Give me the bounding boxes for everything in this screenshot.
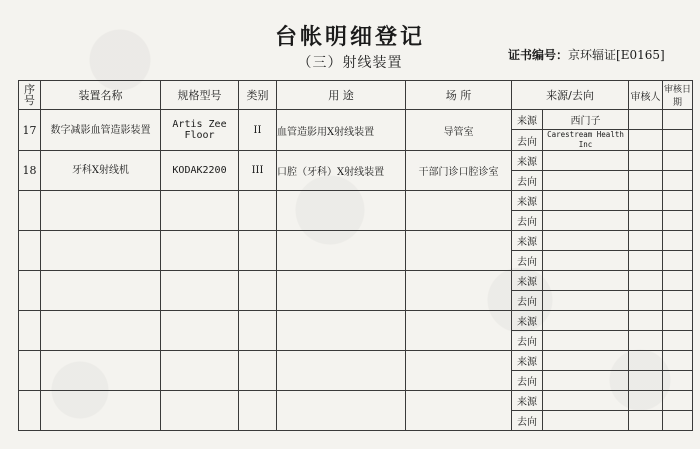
row-dest-value: [543, 411, 629, 431]
col-seq: 序号: [19, 81, 41, 110]
table-row: [19, 271, 693, 291]
row-category: [239, 271, 277, 311]
row-device-name: [41, 351, 161, 391]
row-seq: [19, 351, 41, 391]
row-place: [406, 191, 512, 231]
row-reviewer: [629, 311, 663, 331]
row-dest-value: [543, 211, 629, 231]
col-use: 用 途: [277, 81, 406, 110]
row-dest-value: [543, 331, 629, 351]
row-review-date: [663, 391, 693, 411]
row-model: [161, 231, 239, 271]
col-place: 场 所: [406, 81, 512, 110]
table-row: [19, 391, 693, 411]
row-reviewer-dest: [629, 411, 663, 431]
row-use: [277, 351, 406, 391]
row-source-value: [543, 271, 629, 291]
row-model: [161, 191, 239, 231]
col-category: 类别: [239, 81, 277, 110]
row-device-name: [41, 271, 161, 311]
row-category: [239, 311, 277, 351]
row-source-value: [543, 391, 629, 411]
row-dest-label: 去向: [512, 331, 543, 351]
row-source-label: 来源: [512, 231, 543, 251]
row-dest-label: 去向: [512, 251, 543, 271]
row-source-value: [543, 351, 629, 371]
row-device-name: [41, 191, 161, 231]
row-dest-value: [543, 171, 629, 191]
row-seq: [19, 391, 41, 431]
row-place: [406, 351, 512, 391]
table-row: [19, 191, 693, 211]
row-source-label: 来源: [512, 311, 543, 331]
row-model: [161, 271, 239, 311]
col-source-dest: 来源/去向: [512, 81, 629, 110]
row-category: [239, 391, 277, 431]
row-device-name: 牙科X射线机: [41, 151, 161, 191]
row-seq: [19, 231, 41, 271]
row-seq: [19, 311, 41, 351]
row-source-label: 来源: [512, 151, 543, 171]
row-review-date: [663, 271, 693, 291]
row-dest-label: 去向: [512, 371, 543, 391]
row-review-date: [663, 151, 693, 171]
row-reviewer-dest: [629, 211, 663, 231]
row-place: [406, 271, 512, 311]
row-review-date-dest: [663, 171, 693, 191]
row-place: [406, 231, 512, 271]
row-place: 干部门诊口腔诊室: [406, 151, 512, 191]
row-reviewer-dest: [629, 251, 663, 271]
row-source-label: 来源: [512, 271, 543, 291]
row-dest-value: [543, 371, 629, 391]
row-reviewer-dest: [629, 291, 663, 311]
row-review-date-dest: [663, 211, 693, 231]
row-source-value: [543, 191, 629, 211]
row-reviewer-dest: [629, 171, 663, 191]
row-dest-label: 去向: [512, 211, 543, 231]
table-row: [19, 231, 693, 251]
col-review-date: 审核日期: [663, 81, 693, 110]
page-subtitle: （三）射线装置: [297, 55, 403, 71]
table-row: [19, 151, 693, 171]
row-seq: [19, 191, 41, 231]
row-source-value: 西门子: [543, 110, 629, 130]
row-category: [239, 231, 277, 271]
row-reviewer: [629, 391, 663, 411]
row-category: III: [239, 151, 277, 191]
certificate-value: 京环辐证[E0165]: [568, 48, 665, 62]
certificate-number: [508, 46, 665, 63]
col-model: 规格型号: [161, 81, 239, 110]
row-category: [239, 191, 277, 231]
row-seq: 18: [19, 151, 41, 191]
row-review-date: [663, 191, 693, 211]
table-header-row: [19, 81, 693, 110]
row-device-name: [41, 311, 161, 351]
col-reviewer: 审核人: [629, 81, 663, 110]
page-title: 台帐明细登记: [274, 24, 425, 50]
row-reviewer: [629, 151, 663, 171]
row-place: [406, 311, 512, 351]
row-category: II: [239, 110, 277, 151]
ledger-table: [18, 80, 693, 431]
row-category: [239, 351, 277, 391]
row-source-label: 来源: [512, 351, 543, 371]
col-name: 装置名称: [41, 81, 161, 110]
row-source-label: 来源: [512, 110, 543, 130]
row-dest-label: 去向: [512, 291, 543, 311]
row-review-date-dest: [663, 331, 693, 351]
row-model: [161, 391, 239, 431]
row-seq: [19, 271, 41, 311]
row-use: [277, 391, 406, 431]
row-dest-label: 去向: [512, 411, 543, 431]
row-device-name: 数字减影血管造影装置: [41, 110, 161, 151]
row-review-date: [663, 231, 693, 251]
row-reviewer-dest: [629, 331, 663, 351]
row-review-date: [663, 351, 693, 371]
row-review-date: [663, 311, 693, 331]
row-dest-value: [543, 291, 629, 311]
row-review-date-dest: [663, 411, 693, 431]
row-source-value: [543, 231, 629, 251]
row-review-date-dest: [663, 371, 693, 391]
row-model: [161, 311, 239, 351]
row-place: [406, 391, 512, 431]
row-use: [277, 311, 406, 351]
row-review-date-dest: [663, 291, 693, 311]
row-use: 血管造影用X射线装置: [277, 110, 406, 151]
row-device-name: [41, 391, 161, 431]
row-dest-value: [543, 251, 629, 271]
table-row: [19, 311, 693, 331]
row-reviewer-dest: [629, 130, 663, 151]
row-reviewer: [629, 351, 663, 371]
row-review-date-dest: [663, 130, 693, 151]
row-source-label: 来源: [512, 191, 543, 211]
row-reviewer-dest: [629, 371, 663, 391]
row-reviewer: [629, 191, 663, 211]
row-review-date-dest: [663, 251, 693, 271]
certificate-label: 证书编号：: [508, 48, 569, 62]
row-device-name: [41, 231, 161, 271]
row-model: Artis Zee Floor: [161, 110, 239, 151]
row-use: [277, 231, 406, 271]
row-use: 口腔（牙科）X射线装置: [277, 151, 406, 191]
row-dest-value: Carestream Health Inc: [543, 130, 629, 151]
table-row: [19, 351, 693, 371]
row-reviewer: [629, 110, 663, 130]
row-seq: 17: [19, 110, 41, 151]
table-row: [19, 110, 693, 130]
row-model: [161, 351, 239, 391]
row-source-value: [543, 311, 629, 331]
row-model: KODAK2200: [161, 151, 239, 191]
row-place: 导管室: [406, 110, 512, 151]
row-reviewer: [629, 271, 663, 291]
row-review-date: [663, 110, 693, 130]
row-source-label: 来源: [512, 391, 543, 411]
row-dest-label: 去向: [512, 130, 543, 151]
row-use: [277, 271, 406, 311]
row-use: [277, 191, 406, 231]
row-reviewer: [629, 231, 663, 251]
row-dest-label: 去向: [512, 171, 543, 191]
row-source-value: [543, 151, 629, 171]
